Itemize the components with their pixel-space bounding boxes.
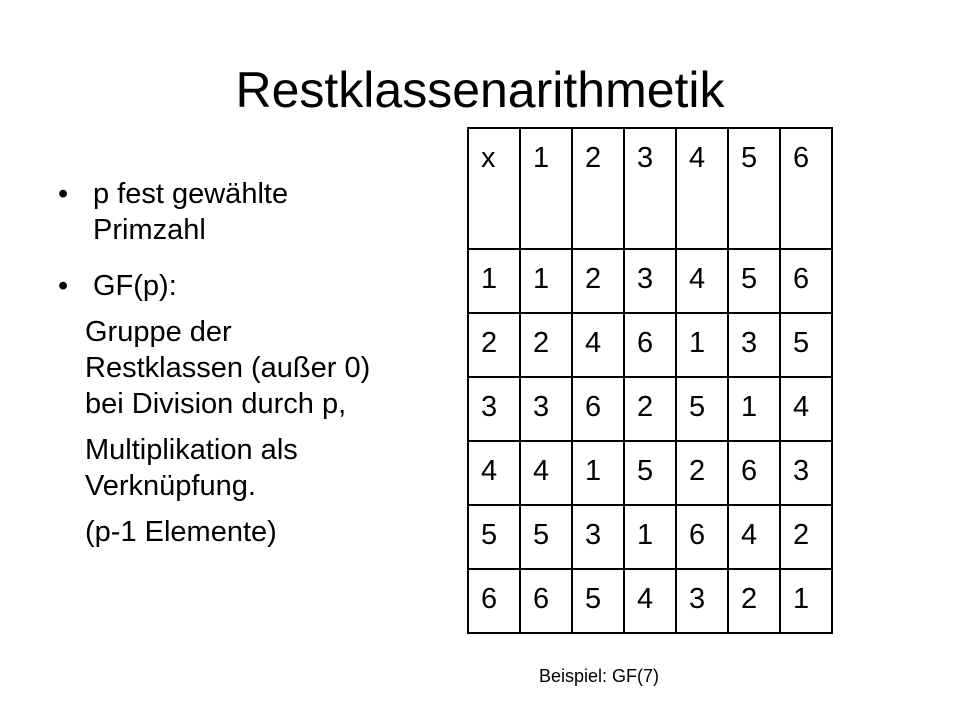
table-cell: 1 — [780, 569, 832, 633]
table-cell: 5 — [780, 313, 832, 377]
table-header-cell: 1 — [520, 128, 572, 249]
table-header-cell: 5 — [728, 128, 780, 249]
table-cell: 5 — [468, 505, 520, 569]
sub-paragraph-elements — [58, 514, 468, 550]
table-cell: 4 — [780, 377, 832, 441]
bullet-line: Primzahl — [93, 214, 206, 246]
table-cell: 1 — [468, 249, 520, 313]
table-row — [468, 441, 832, 505]
table-cell: 5 — [520, 505, 572, 569]
table-caption: Beispiel: GF(7) — [539, 666, 660, 686]
table-header-cell: 6 — [780, 128, 832, 249]
table-row — [468, 249, 832, 313]
table-row — [468, 313, 832, 377]
table-cell: 4 — [520, 441, 572, 505]
sub-paragraph-group — [58, 314, 468, 422]
table-header-row — [468, 128, 832, 249]
bullet-list — [58, 176, 468, 550]
table-header-cell: 2 — [572, 128, 624, 249]
table-header-cell: x — [468, 128, 520, 249]
sub-line: (p-1 Elemente) — [85, 516, 277, 548]
table-cell: 3 — [468, 377, 520, 441]
table-cell: 2 — [728, 569, 780, 633]
table-cell: 6 — [468, 569, 520, 633]
table-header-cell: 4 — [676, 128, 728, 249]
bullet-dot: • — [58, 270, 69, 302]
table-cell: 4 — [676, 249, 728, 313]
table-row — [468, 377, 832, 441]
table-cell: 1 — [520, 249, 572, 313]
table-cell: 2 — [624, 377, 676, 441]
table-cell: 6 — [520, 569, 572, 633]
table-cell: 4 — [468, 441, 520, 505]
table-cell: 4 — [572, 313, 624, 377]
table-header-cell: 3 — [624, 128, 676, 249]
sub-line: Restklassen (außer 0) — [85, 352, 371, 384]
table-cell: 2 — [520, 313, 572, 377]
table-cell: 5 — [624, 441, 676, 505]
table-cell: 1 — [624, 505, 676, 569]
bullet-item-gf — [58, 268, 468, 304]
slide-title: Restklassenarithmetik — [235, 62, 725, 118]
table-cell: 3 — [520, 377, 572, 441]
table-cell: 3 — [728, 313, 780, 377]
table-cell: 6 — [728, 441, 780, 505]
table-cell: 6 — [572, 377, 624, 441]
bullet-dot: • — [58, 178, 69, 210]
table-cell: 2 — [676, 441, 728, 505]
sub-paragraph-multiplication — [58, 432, 468, 504]
table-cell: 4 — [624, 569, 676, 633]
table-cell: 2 — [780, 505, 832, 569]
multiplication-table — [467, 127, 833, 634]
bullet-item-prime — [58, 176, 468, 248]
table-cell: 5 — [728, 249, 780, 313]
sub-line: Multiplikation als — [85, 434, 298, 466]
table-cell: 5 — [676, 377, 728, 441]
sub-line: Gruppe der — [85, 316, 232, 348]
bullet-line: GF(p): — [93, 270, 177, 302]
table-cell: 6 — [780, 249, 832, 313]
table-row — [468, 505, 832, 569]
table-cell: 3 — [572, 505, 624, 569]
sub-line: bei Division durch p, — [85, 388, 347, 420]
table-cell: 2 — [468, 313, 520, 377]
sub-line: Verknüpfung. — [85, 470, 256, 502]
table-cell: 6 — [624, 313, 676, 377]
table-cell: 4 — [728, 505, 780, 569]
table-cell: 1 — [572, 441, 624, 505]
table-cell: 2 — [572, 249, 624, 313]
table-cell: 3 — [624, 249, 676, 313]
table-row — [468, 569, 832, 633]
table-cell: 3 — [780, 441, 832, 505]
bullet-line: p fest gewählte — [93, 178, 289, 210]
table-cell: 1 — [676, 313, 728, 377]
table-cell: 1 — [728, 377, 780, 441]
table-cell: 3 — [676, 569, 728, 633]
table-cell: 5 — [572, 569, 624, 633]
table-cell: 6 — [676, 505, 728, 569]
